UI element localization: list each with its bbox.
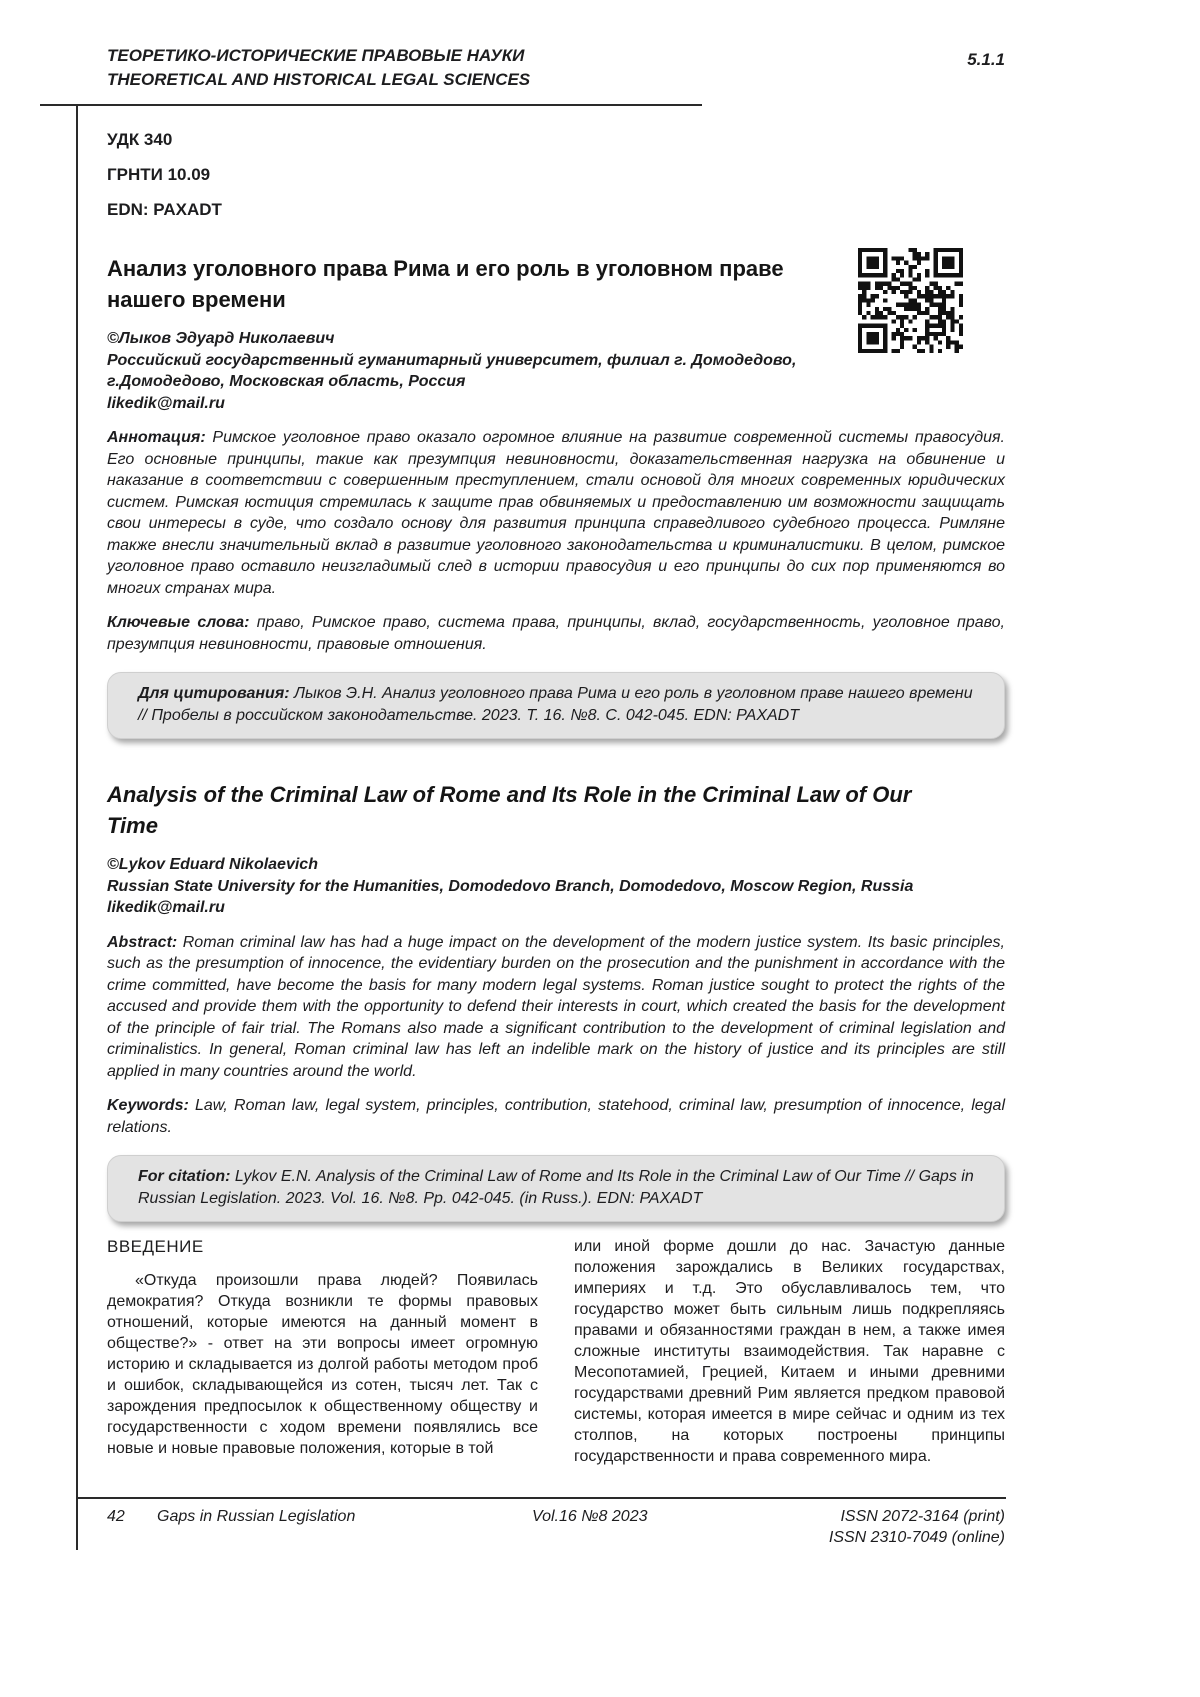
journal-name: Gaps in Russian Legislation xyxy=(157,1508,356,1525)
article-content xyxy=(107,122,1005,1467)
citation-label-ru: Для цитирования: xyxy=(138,685,290,702)
article-title-ru: Анализ уголовного права Рима и его роль в уголовном праве нашего времени xyxy=(107,256,784,312)
abstract-label-ru: Аннотация: xyxy=(107,429,206,446)
citation-box-ru xyxy=(107,672,1005,739)
volume-issue-year: Vol.16 №8 2023 xyxy=(532,1508,648,1525)
header-rule xyxy=(40,104,702,106)
citation-text-en: Lykov E.N. Analysis of the Criminal Law of Rome and Its Role in the Criminal Law of Our Time // Gaps in Russian Legislation. 2023. Vol. 16. №8. Pp. 042-045. (in Russ.). EDN: PAXADT xyxy=(138,1168,974,1207)
page-footer xyxy=(107,1506,1005,1548)
author-name-en: ©Lykov Eduard Nikolaevich xyxy=(107,856,318,873)
affiliation-ru-line1: Российский государственный гуманитарный университет, филиал г. Домодедово, xyxy=(107,351,797,369)
author-email-en: likedik@mail.ru xyxy=(107,899,225,916)
section-title-ru: ТЕОРЕТИКО-ИСТОРИЧЕСКИЕ ПРАВОВЫЕ НАУКИ xyxy=(107,46,525,65)
keywords-label-ru: Ключевые слова: xyxy=(107,614,250,631)
article-meta xyxy=(107,122,1005,227)
footer-rule xyxy=(76,1497,1006,1499)
page-number: 42 xyxy=(107,1508,125,1525)
citation-box-en xyxy=(107,1155,1005,1222)
keywords-ru xyxy=(107,612,1005,655)
udk-code: УДК 340 xyxy=(107,130,173,149)
abstract-ru xyxy=(107,427,1005,599)
author-email-ru: likedik@mail.ru xyxy=(107,394,225,412)
page-header xyxy=(107,44,1005,92)
citation-text-ru: Лыков Э.Н. Анализ уголовного права Рима и его роль в уголовном праве нашего времени // Пробелы в российском законодательстве. 2023. Т. 16. №8. С. 042-045. EDN: PAXADT xyxy=(138,685,973,724)
section-title-en: THEORETICAL AND HISTORICAL LEGAL SCIENCES xyxy=(107,70,531,89)
citation-label-en: For citation: xyxy=(138,1168,231,1185)
body-paragraph-left: «Откуда произошли права людей? Появилась демократия? Откуда возникли те формы правовых отношений, которые имеются на данный момент в обществе?» - ответ на эти вопросы имеет огромную историю и складывается из долгой работы методом проб и ошибок, складывающейся из сотен, тысяч лет. Так с зарождения предпосылок к общественному обществу и государственности с ходом времени появлялись все новые и новые правовые положения, которые в той xyxy=(107,1272,538,1457)
abstract-en xyxy=(107,932,1005,1083)
affiliation-en: Russian State University for the Humanities, Domodedovo Branch, Domodedovo, Moscow Region, Russia xyxy=(107,877,914,895)
text-column-left xyxy=(107,1236,538,1467)
text-column-right xyxy=(574,1236,1005,1467)
issn-print: ISSN 2072-3164 (print) xyxy=(840,1508,1005,1525)
author-name-ru: ©Лыков Эдуард Николаевич xyxy=(107,330,335,347)
keywords-label-en: Keywords: xyxy=(107,1097,189,1114)
body-paragraph-right: или иной форме дошли до нас. Зачастую данные положения зарождались в Великих государствах, империях и т.д. Это обуславливалось тем, что государство может быть сильным лишь подкрепляясь правами и обязанностями граждан в нем, а также имея сложные институты взаимодействия. Так наравне с Месопотамией, Грецией, Китаем и иными древними государствами древний Рим является предком правовой системы, которая имеется в мире сейчас и одним из тех столпов, на которых построены принципы государственности и права современного мира. xyxy=(574,1238,1005,1465)
grnti-code: ГРНТИ 10.09 xyxy=(107,165,211,184)
introduction-heading: ВВЕДЕНИЕ xyxy=(107,1237,204,1256)
article-title-en: Analysis of the Criminal Law of Rome and Its Role in the Criminal Law of Our Time xyxy=(107,782,912,838)
keywords-text-en: Law, Roman law, legal system, principles, contribution, statehood, criminal law, presumption of innocence, legal relations. xyxy=(107,1097,1006,1136)
edn-code: EDN: PAXADT xyxy=(107,200,222,219)
authors-block-en xyxy=(107,854,1005,919)
margin-vertical-rule xyxy=(76,104,78,1550)
affiliation-ru-line2: г.Домодедово, Московская область, Россия xyxy=(107,373,466,390)
keywords-text-ru: право, Римское право, система права, принципы, вклад, государственность, уголовное право, презумпция невиновности, правовые отношения. xyxy=(107,614,1006,653)
keywords-en xyxy=(107,1095,1005,1138)
section-heading xyxy=(107,44,530,92)
abstract-text-ru: Римское уголовное право оказало огромное влияние на развитие современной системы правосудия. Его основные принципы, такие как презумпция невиновности, доказательственная нагрузка на обвинение и наказание в соответствии с совершенным преступлением, стали основой для многих современных юридических систем. Римская юстиция стремилась к защите прав обвиняемых и предоставлению им возможности защищать свои интересы в суде, что создало основу для развития принципа справедливого судебного процесса. Римляне также внесли значительный вклад в развитие уголовного законодательства и криминалистики. В целом, римское уголовное право оставило неизгладимый след в истории правосудия и его принципы до сих пор применяются во многих странах мира. xyxy=(107,429,1005,597)
qr-code xyxy=(858,248,963,353)
abstract-text-en: Roman criminal law has had a huge impact on the development of the modern justice system. Its basic principles, such as the presumption of innocence, the evidentiary burden on the prosecution and the punishment in accordance with the crime committed, have become the basis for many modern legal systems. Roman justice sought to protect the rights of the accused and provide them with the opportunity to defend their interests in court, which created the basis for the development of the principle of fair trial. The Romans also made a significant contribution to the development of criminal legislation and criminalistics. In general, Roman criminal law has left an indelible mark on the history of justice and its principles are still applied in many countries around the world. xyxy=(107,933,1005,1080)
introduction-section xyxy=(107,1236,1005,1467)
issn-online: ISSN 2310-7049 (online) xyxy=(828,1529,1005,1546)
issn-block xyxy=(829,1506,1005,1548)
classification-code: 5.1.1 xyxy=(967,50,1005,69)
abstract-label-en: Abstract: xyxy=(107,933,178,951)
